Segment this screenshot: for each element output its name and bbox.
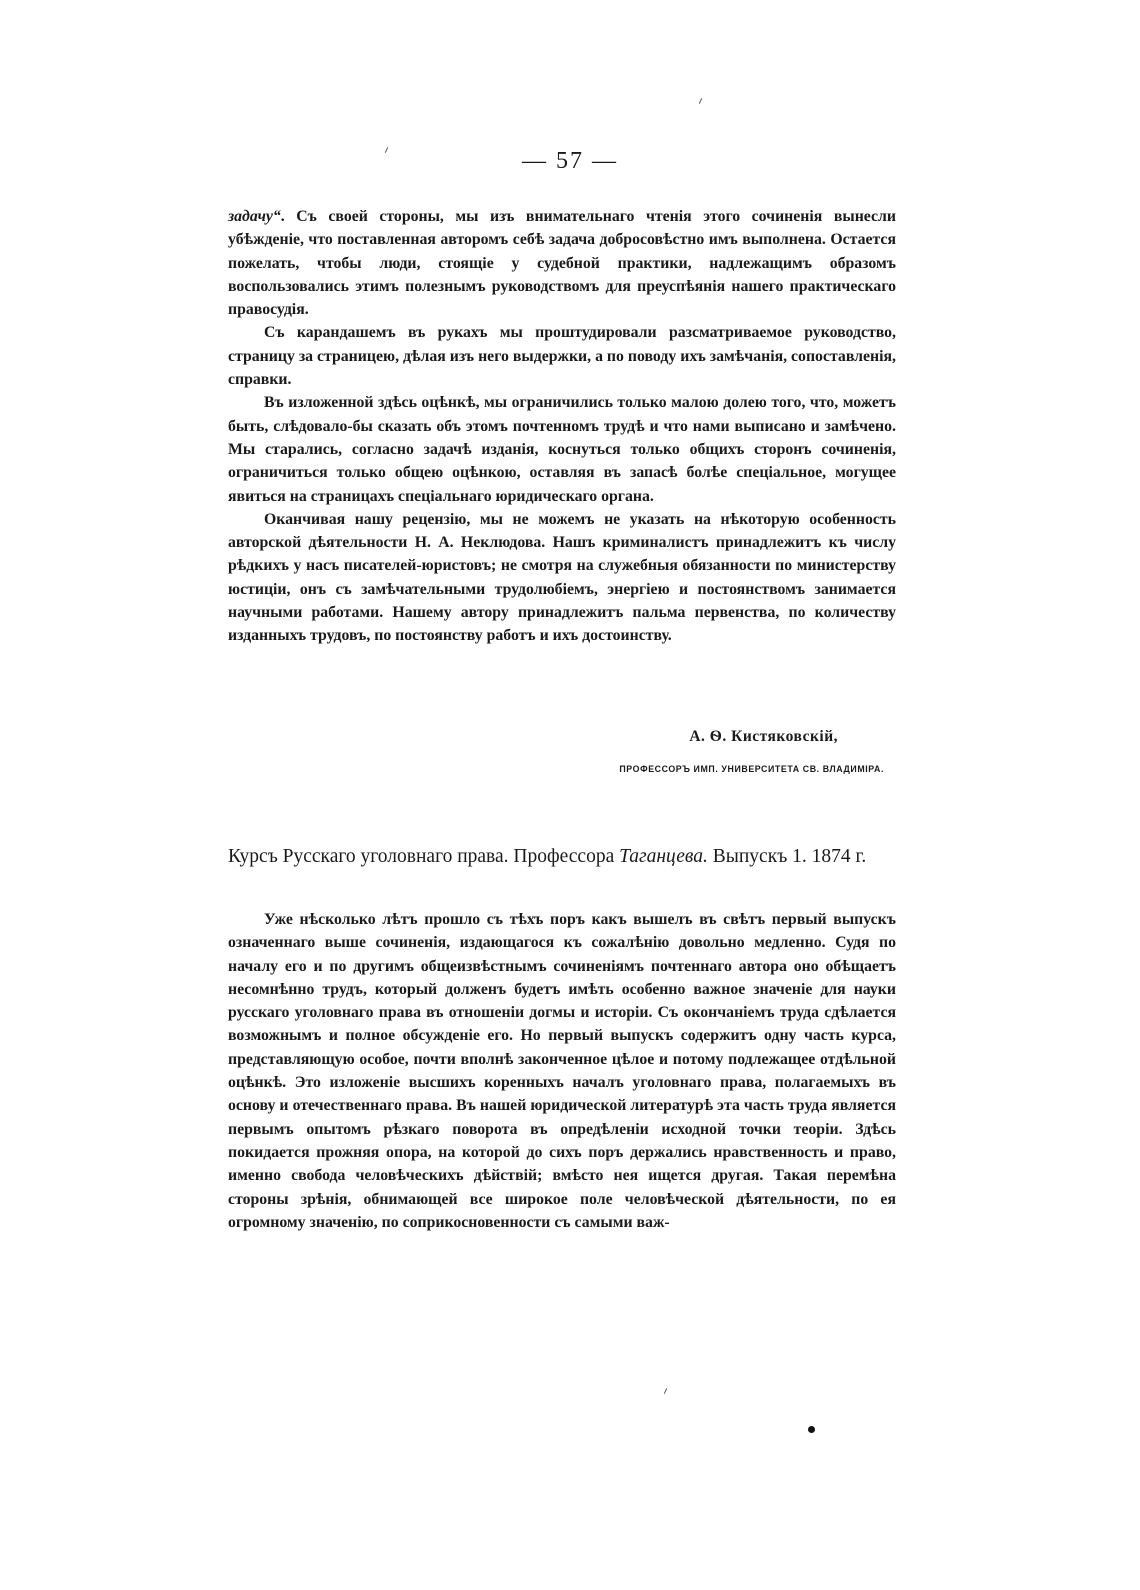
paragraph-2: Съ карандашемъ въ рукахъ мы проштудировали разсматриваемое руководство, страницу за страницею, дѣлая изъ него выдержки, а по поводу ихъ замѣчанія, сопоставленія, справки. — [228, 324, 896, 389]
signature-title: ПРОФЕССОРЪ ИМП. УНИВЕРСИТЕТА СВ. ВЛАДИМІРА. — [619, 764, 884, 774]
stray-mark — [699, 98, 702, 104]
paragraph-1 — [228, 205, 896, 321]
paragraph-1-text: . Съ своей стороны, мы изъ внимательнаго чтенія этого сочиненія вынесли убѣжденіе, что поставленная авторомъ себѣ задача добросовѣстно имъ выполнена. Остается пожелать, чтобы люди, стоящіе у судебной практики, надлежащимъ образомъ воспользовались этимъ полезнымъ руководствомъ для преуспѣянія нашего практическаго правосудія. — [228, 208, 896, 319]
paragraph-5: Уже нѣсколько лѣтъ прошло съ тѣхъ поръ какъ вышелъ въ свѣтъ первый выпускъ означеннаго выше сочиненія, издающагося къ сожалѣнію довольно медленно. Судя по началу его и по другимъ общеизвѣстнымъ сочиненіямъ почтеннаго автора оно обѣщаетъ несомнѣнно трудъ, который долженъ будетъ имѣть особенно важное значеніе для науки русскаго уголовнаго права въ отношеніи догмы и исторіи. Съ окончаніемъ труда сдѣлается возможнымъ и полное обсужденіе его. Но первый выпускъ содержитъ одну часть курса, представляющую особое, почти вполнѣ законченное цѣлое и потому подлежащее отдѣльной оцѣнкѣ. Это изложеніе высшихъ коренныхъ началъ уголовнаго права, полагаемыхъ въ основу и отечественнаго права. Въ нашей юридической литературѣ эта часть труда является первымъ опытомъ рѣзкаго поворота въ опредѣленіи исходной точки теоріи. Здѣсь покидается прожняя опора, на которой до сихъ поръ держались нравственность и право, именно свобода человѣческихъ дѣйствій; вмѣсто нея ищется другая. Такая перемѣна стороны зрѣнія, обнимающей все широкое поле человѣческой дѣятельности, по ея огромному значенію, по соприкосновенности съ самыми важ- — [228, 911, 896, 1231]
paragraph-1-lead: задачу“ — [228, 208, 281, 225]
heading-author: Таганцева. — [619, 846, 708, 867]
ink-dot — [808, 1426, 815, 1433]
heading-issue: Выпускъ 1. 1874 г. — [707, 846, 867, 867]
review-nekludov — [228, 205, 896, 648]
review-heading — [228, 845, 896, 868]
signature-name: А. Ѳ. Кистяковскій, — [689, 728, 838, 745]
paragraph-3: Въ изложенной здѣсь оцѣнкѣ, мы ограничились только малою долею того, что, можетъ быть, слѣдовало-бы сказать объ этомъ почтенномъ трудѣ и что нами выписано и замѣчено. Мы старались, согласно задачѣ изданія, коснуться только общихъ сторонъ сочиненія, ограничиться только общею оцѣнкою, оставляя въ запасѣ болѣе спеціальное, могущее явиться на страницахъ спеціальнаго юридическаго органа. — [228, 394, 896, 505]
paragraph-4: Оканчивая нашу рецензію, мы не можемъ не указать на нѣкоторую особенность авторской дѣятельности Н. А. Неклюдова. Нашъ криминалистъ принадлежитъ къ числу рѣдкихъ у насъ писателей-юристовъ; не смотря на служебныя обязанности по министерству юстиціи, онъ съ замѣчательными трудолюбіемъ, энергіею и постоянствомъ занимается научными работами. Нашему автору принадлежитъ пальма первенства, по количеству изданныхъ трудовъ, по постоянству работъ и ихъ достоинству. — [228, 510, 896, 645]
stray-mark — [664, 1388, 667, 1394]
review-tagantsev — [228, 908, 896, 1234]
page-number: — 57 — — [522, 148, 618, 174]
heading-title: Курсъ Русскаго уголовнаго права. Профессора — [228, 846, 620, 867]
